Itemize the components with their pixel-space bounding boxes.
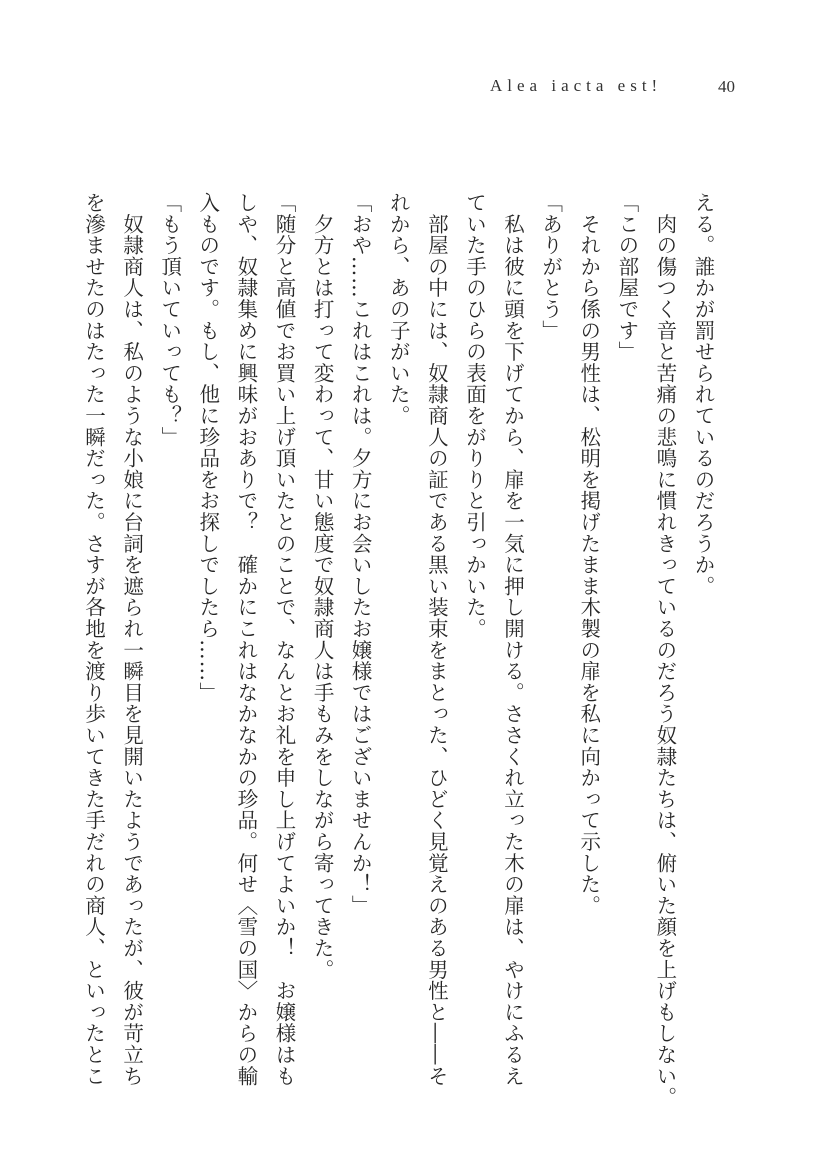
text-line: 夕方とは打って変わって、甘い態度で奴隷商人は手もみをしながら寄ってきた。 — [310, 192, 335, 981]
text-line: ていた手のひらの表面をがりりと引っかいた。 — [462, 192, 487, 640]
text-line: 奴隷商人は、私のような小娘に台詞を遮られ一瞬目を見開いたようであったが、彼が苛立ち — [119, 192, 144, 1087]
text-line: 入ものです。もし、他に珍品をお探しでしたら……」 — [195, 192, 220, 704]
body-text — [81, 192, 722, 1108]
text-line: を滲ませたのはたった一瞬だった。さすが各地を渡り歩いてきた手だれの商人、といったとこ — [81, 192, 106, 1087]
text-line: 「もう頂いていっても？」 — [157, 192, 182, 448]
text-line: れから、あの子がいた。 — [386, 192, 411, 427]
text-line: 私は彼に頭を下げてから、扉を一気に押し開ける。ささくれ立った木の扉は、やけにふるえ — [500, 192, 525, 1087]
page-number: 40 — [718, 77, 735, 96]
text-line: それから係の男性は、松明を掲げたまま木製の扉を私に向かって示した。 — [576, 192, 601, 917]
text-line: 「随分と高値でお買い上げ頂いたとのことで、なんとお礼を申し上げてよいか！ お嬢様はも — [271, 192, 296, 1087]
text-line: しや、奴隷集めに興味がおありで？ 確かにこれはなかなかの珍品。何せ〈雪の国〉からの輸 — [233, 192, 258, 1087]
text-line: 「おや……これはこれは。夕方にお会いしたお嬢様ではございませんか！」 — [348, 192, 373, 917]
text-line: 部屋の中には、奴隷商人の証である黒い装束をまとった、ひどく見覚えのある男性と――そ — [424, 192, 449, 1087]
text-line: 肉の傷つく音と苦痛の悲鳴に慣れきっているのだろう奴隷たちは、俯いた顔を上げもしない。 — [652, 192, 677, 1108]
text-line: 「ありがとう」 — [538, 192, 563, 342]
text-line: える。誰かが罰せられているのだろうか。 — [691, 192, 715, 597]
running-title: Alea iacta est! — [490, 76, 663, 95]
text-line: 「この部屋です」 — [614, 192, 639, 363]
